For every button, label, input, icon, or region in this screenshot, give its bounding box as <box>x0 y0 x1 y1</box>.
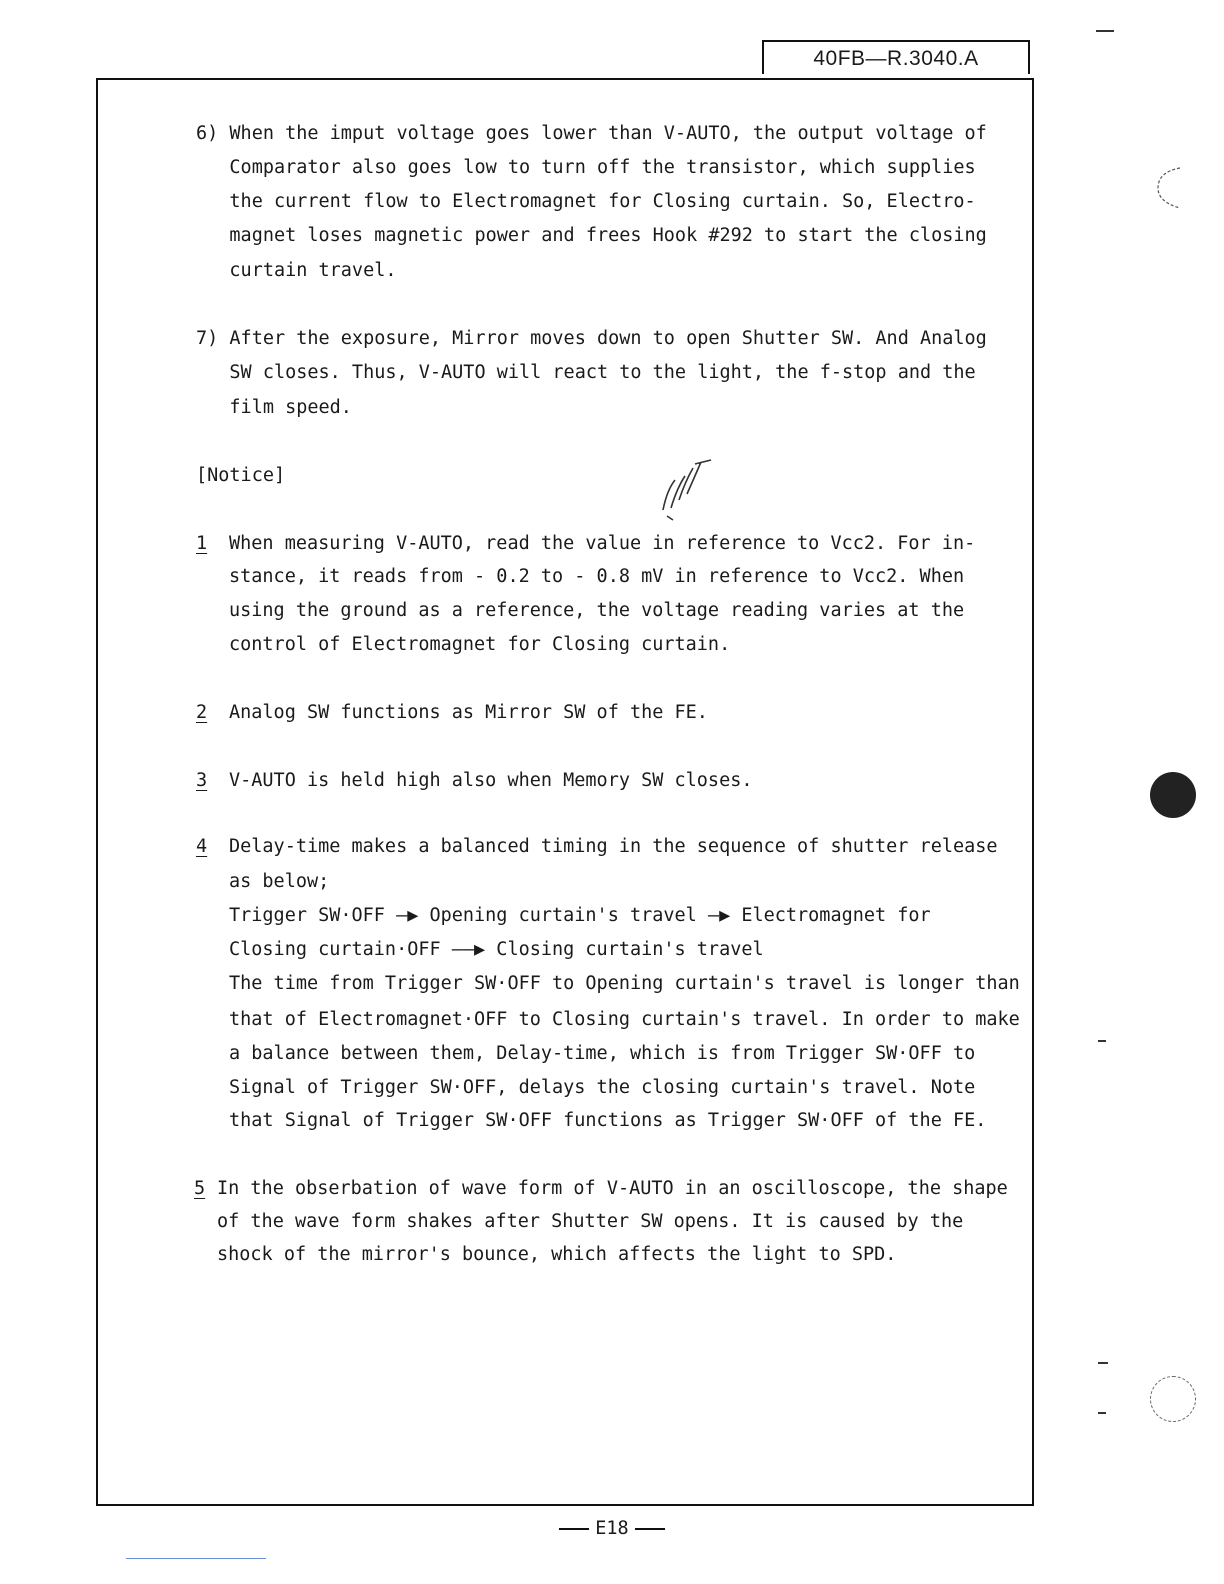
notice-line: control of Electromagnet for Closing curtain. <box>229 634 731 655</box>
notice-line: as below; <box>229 871 330 892</box>
notice-line: of the wave form shakes after Shutter SW opens. It is caused by the <box>217 1211 964 1232</box>
notice-number: 4 <box>196 836 208 857</box>
footer-rule <box>126 1558 266 1559</box>
page-number: E18 <box>595 1518 629 1539</box>
notice-line: shock of the mirror's bounce, which affects the light to SPD. <box>217 1244 897 1265</box>
scan-mark <box>1098 1362 1108 1364</box>
notice-line: In the obserbation of wave form of V-AUTO in an oscilloscope, the shape <box>217 1178 1008 1199</box>
item-6-line: curtain travel. <box>196 260 397 281</box>
item-6-line: Comparator also goes low to turn off the transistor, which supplies <box>196 157 976 178</box>
scan-mark <box>1096 30 1114 32</box>
notice-line: using the ground as a reference, the voltage reading varies at the <box>229 600 965 621</box>
notice-line: stance, it reads from - 0.2 to - 0.8 mV in reference to Vcc2. When <box>229 566 965 587</box>
notice-line: that Signal of Trigger SW·OFF functions as Trigger SW·OFF of the FE. <box>229 1110 987 1131</box>
notice-line: that of Electromagnet·OFF to Closing curtain's travel. In order to make <box>229 1009 1020 1030</box>
item-7-line: film speed. <box>196 397 352 418</box>
page-footer <box>0 1518 1224 1539</box>
scan-mark <box>1098 1040 1106 1042</box>
notice-line: Signal of Trigger SW·OFF, delays the closing curtain's travel. Note <box>229 1077 976 1098</box>
notice-line: Analog SW functions as Mirror SW of the FE. <box>229 702 708 723</box>
notice-line: Trigger SW·OFF —▶ Opening curtain's travel —▶ Electromagnet for <box>229 905 931 926</box>
notice-number: 1 <box>196 533 208 554</box>
footer-dash <box>635 1528 665 1530</box>
notice-line: When measuring V-AUTO, read the value in reference to Vcc2. For in- <box>229 533 976 554</box>
notice-line: V-AUTO is held high also when Memory SW closes. <box>229 770 753 791</box>
notice-number: 3 <box>196 770 208 791</box>
document-id: 40FB—R.3040.A <box>762 40 1030 74</box>
page-frame <box>96 78 1034 1506</box>
punch-hole-mark <box>1150 162 1190 212</box>
item-6-line: magnet loses magnetic power and frees Hook #292 to start the closing <box>196 225 987 246</box>
footer-dash <box>559 1528 589 1530</box>
scan-mark <box>1098 1412 1106 1414</box>
punch-hole-mark <box>1150 1376 1196 1422</box>
notice-line: The time from Trigger SW·OFF to Opening curtain's travel is longer than <box>229 973 1020 994</box>
item-7-line: SW closes. Thus, V-AUTO will react to the light, the f-stop and the <box>196 362 976 383</box>
punch-hole <box>1150 772 1196 818</box>
notice-number: 2 <box>196 702 208 723</box>
notice-number: 5 <box>194 1178 206 1199</box>
item-6-line: 6) When the imput voltage goes lower than V-AUTO, the output voltage of <box>196 123 987 144</box>
notice-line: a balance between them, Delay-time, which is from Trigger SW·OFF to <box>229 1043 976 1064</box>
notice-heading: [Notice] <box>196 465 286 486</box>
notice-line: Closing curtain·OFF ——▶ Closing curtain's travel <box>229 939 764 960</box>
notice-line: Delay-time makes a balanced timing in the sequence of shutter release <box>229 836 998 857</box>
item-7-line: 7) After the exposure, Mirror moves down to open Shutter SW. And Analog <box>196 328 987 349</box>
handwritten-mark <box>655 450 715 522</box>
item-6-line: the current flow to Electromagnet for Closing curtain. So, Electro- <box>196 191 976 212</box>
